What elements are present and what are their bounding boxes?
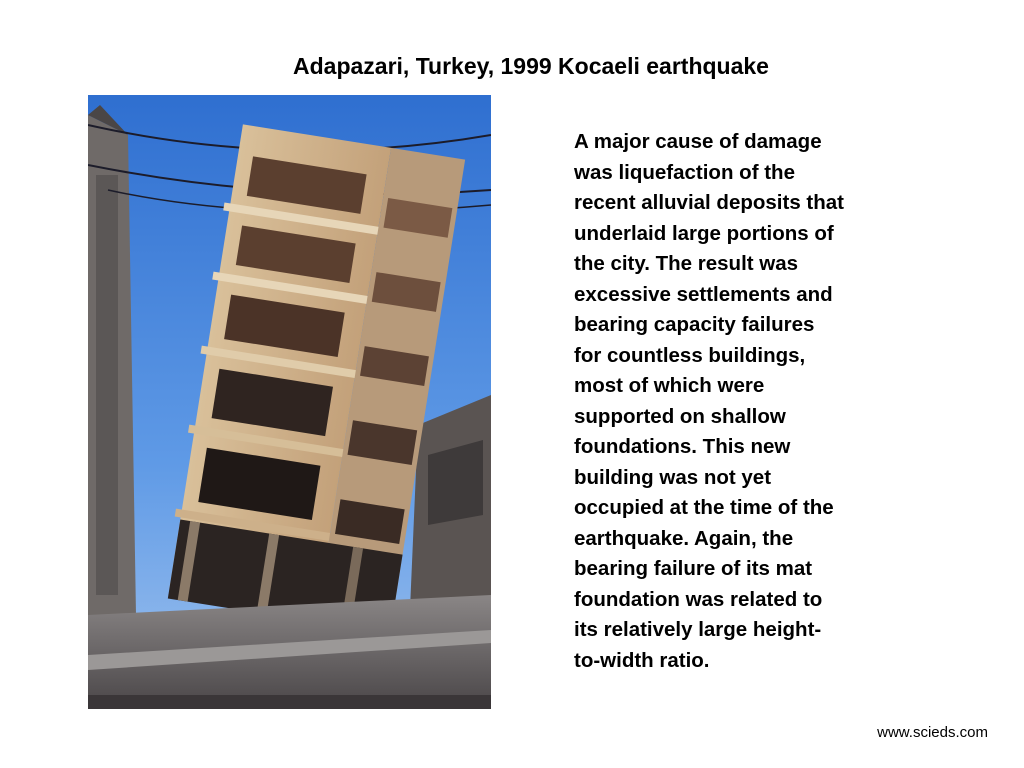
body-text-line: recent alluvial deposits that (574, 191, 844, 214)
body-text-line: was liquefaction of the (574, 160, 795, 184)
body-text-line: bearing failure of its mat (574, 557, 813, 580)
body-text-line: supported on shallow (574, 404, 786, 428)
body-text (574, 127, 924, 676)
body-text-line: earthquake. Again, the (574, 526, 794, 550)
body-text-line: its relatively large height- (574, 618, 822, 641)
body-text-line: building was not yet (574, 465, 772, 489)
body-text-line: A major cause of damage (574, 130, 822, 153)
body-text-line: most of which were (574, 374, 765, 397)
body-text-line: foundations. This new (574, 435, 791, 458)
body-text-line: occupied at the time of the (574, 496, 834, 519)
slide-title: Adapazari, Turkey, 1999 Kocaeli earthquake (293, 53, 769, 79)
body-text-line: for countless buildings, (574, 343, 806, 367)
body-text-line: to-width ratio. (574, 648, 710, 672)
footer-url[interactable]: www.scieds.com (877, 724, 988, 741)
body-text-line: underlaid large portions of (574, 221, 834, 245)
body-text-line: bearing capacity failures (574, 313, 815, 336)
body-text-line: foundation was related to (574, 587, 823, 611)
body-text-line: excessive settlements and (574, 282, 833, 306)
body-text-line: the city. The result was (574, 252, 799, 275)
tilted-building-photo (88, 95, 491, 709)
